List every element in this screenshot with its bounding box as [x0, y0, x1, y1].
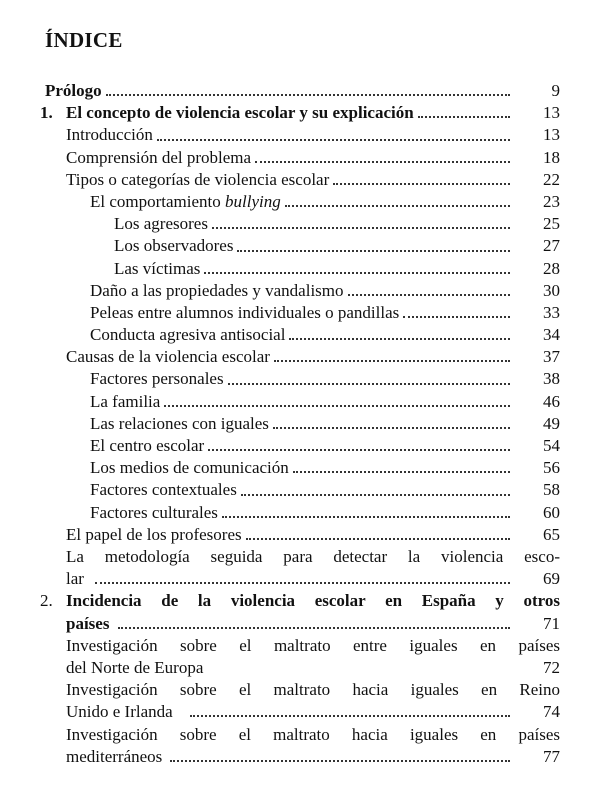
toc-entry-norte-europa[interactable]	[0, 635, 600, 679]
toc-entry-page: 49	[543, 413, 560, 433]
chapter-number: 2.	[40, 591, 53, 611]
dot-leader	[274, 360, 510, 362]
toc-entry-title: Factores contextuales	[90, 479, 239, 501]
dot-leader	[418, 116, 510, 118]
toc-entry-title: Peleas entre alumnos individuales o pandillas	[90, 302, 401, 324]
dot-leader	[95, 582, 510, 584]
toc-entry-title-line2: mediterráneos	[66, 746, 164, 768]
toc-entry-title	[90, 191, 283, 213]
toc-entry-page: 30	[543, 280, 560, 300]
toc-entry-page: 9	[551, 81, 560, 100]
toc-entry-peleas[interactable]	[0, 302, 600, 324]
toc-entry-title: Comprensión del problema	[66, 147, 253, 169]
toc-entry-title: Las víctimas	[114, 258, 202, 280]
dot-leader	[237, 250, 510, 252]
dot-leader	[289, 338, 510, 340]
toc-entry-title-line1: Investigación sobre el maltrato hacia iguales en Reino	[66, 680, 560, 700]
toc-entry-title: Las relaciones con iguales	[90, 413, 271, 435]
toc-entry-title-prefix: El comportamiento	[90, 191, 226, 211]
toc-entry-reino-unido[interactable]	[0, 679, 600, 723]
toc-entry-page: 37	[543, 347, 560, 367]
toc-entry-title: Prólogo	[45, 80, 104, 102]
toc-entry-cap1[interactable]	[0, 102, 600, 124]
toc-entry-conducta[interactable]	[0, 324, 600, 346]
dot-leader	[255, 161, 510, 163]
toc-entry-observadores[interactable]	[0, 235, 600, 257]
toc-entry-cap2[interactable]	[0, 590, 600, 634]
toc-entry-page: 74	[543, 702, 560, 722]
dot-leader	[333, 183, 510, 185]
toc-entry-title: Daño a las propiedades y vandalismo	[90, 280, 346, 302]
toc-entry-title: El centro escolar	[90, 435, 206, 457]
toc-entry-page: 25	[543, 214, 560, 234]
toc-entry-title: Los observadores	[114, 235, 235, 257]
dot-leader	[241, 494, 510, 496]
toc-entry-title-line2: lar	[66, 568, 86, 590]
dot-leader	[204, 272, 510, 274]
toc-entry-title: El papel de los profesores	[66, 524, 244, 546]
toc-entry-page: 69	[543, 569, 560, 589]
toc-entry-factores-personales[interactable]	[0, 368, 600, 390]
dot-leader	[190, 715, 510, 717]
dot-leader	[246, 538, 510, 540]
dot-leader	[228, 383, 510, 385]
table-of-contents	[0, 80, 600, 768]
toc-entry-title: Tipos o categorías de violencia escolar	[66, 169, 331, 191]
toc-entry-centro[interactable]	[0, 435, 600, 457]
toc-entry-title: Introducción	[66, 124, 155, 146]
toc-entry-page: 54	[543, 436, 560, 455]
toc-entry-page: 65	[543, 524, 560, 544]
toc-entries	[0, 80, 600, 546]
toc-entry-relaciones[interactable]	[0, 413, 600, 435]
toc-entry-page: 13	[543, 103, 560, 123]
toc-entry-bullying[interactable]	[0, 191, 600, 213]
toc-entry-title-line2: Unido e Irlanda	[66, 701, 175, 723]
toc-entry-tipos[interactable]	[0, 169, 600, 191]
toc-entry-title-line2: países	[66, 613, 111, 635]
toc-entry-title-line1: Investigación sobre el maltrato hacia iguales en países	[66, 724, 560, 744]
toc-entry-comprension[interactable]	[0, 147, 600, 169]
toc-entry-page: 13	[543, 125, 560, 145]
toc-entry-metodologia[interactable]	[0, 546, 600, 590]
toc-entry-page: 22	[543, 169, 560, 189]
toc-entry-title-line1: Incidencia de la violencia escolar en España y otros	[66, 591, 560, 611]
toc-entry-victimas[interactable]	[0, 258, 600, 280]
dot-leader	[273, 427, 510, 429]
toc-entry-profesores[interactable]	[0, 524, 600, 546]
toc-entry-prologo[interactable]	[0, 80, 600, 102]
toc-entry-agresores[interactable]	[0, 213, 600, 235]
dot-leader	[222, 516, 510, 518]
toc-entry-title-italic: bullying	[225, 191, 281, 211]
toc-entry-page: 34	[543, 325, 560, 345]
toc-entry-causas[interactable]	[0, 346, 600, 368]
toc-entry-title: Los medios de comunicación	[90, 457, 291, 479]
toc-entry-title-line2: del Norte de Europa	[66, 657, 205, 679]
toc-entry-culturales[interactable]	[0, 502, 600, 524]
toc-entry-page: 38	[543, 369, 560, 389]
dot-leader	[170, 760, 510, 762]
toc-entry-page: 33	[543, 302, 560, 322]
toc-entry-title: Los agresores	[114, 213, 210, 235]
toc-entry-title: El concepto de violencia escolar y su explicación	[66, 102, 416, 124]
toc-entry-page: 58	[543, 480, 560, 500]
toc-entry-page: 71	[543, 613, 560, 633]
dot-leader	[164, 405, 510, 407]
toc-entry-title-line1: Investigación sobre el maltrato entre iguales en países	[66, 635, 560, 655]
dot-leader	[212, 227, 510, 229]
toc-entry-introduccion[interactable]	[0, 124, 600, 146]
index-heading: ÍNDICE	[45, 28, 123, 52]
dot-leader	[157, 139, 510, 141]
toc-entry-page: 72	[543, 657, 560, 677]
dot-leader	[106, 94, 510, 96]
toc-entry-page: 77	[543, 746, 560, 766]
toc-entry-page: 23	[543, 191, 560, 211]
dot-leader	[348, 294, 510, 296]
dot-leader	[293, 471, 510, 473]
toc-entry-dano[interactable]	[0, 280, 600, 302]
dot-leader	[118, 627, 510, 629]
toc-entry-title: Causas de la violencia escolar	[66, 346, 272, 368]
toc-entry-title: Factores personales	[90, 368, 226, 390]
toc-entry-title: La familia	[90, 391, 162, 413]
toc-entry-medios[interactable]	[0, 457, 600, 479]
toc-entry-page: 46	[543, 391, 560, 411]
toc-entry-page: 60	[543, 502, 560, 522]
toc-entry-contextuales[interactable]	[0, 479, 600, 501]
toc-entry-title: Conducta agresiva antisocial	[90, 324, 287, 346]
toc-entry-page: 28	[543, 258, 560, 278]
toc-entry-familia[interactable]	[0, 391, 600, 413]
toc-entry-mediterraneos[interactable]	[0, 724, 600, 768]
toc-entry-title-line1: La metodología seguida para detectar la violencia esco-	[66, 546, 560, 566]
toc-entry-page: 27	[543, 236, 560, 256]
chapter-number: 1.	[40, 103, 53, 123]
dot-leader	[208, 449, 510, 451]
toc-entry-page: 18	[543, 147, 560, 167]
toc-entry-page: 56	[543, 458, 560, 478]
dot-leader	[403, 316, 510, 318]
dot-leader	[285, 205, 510, 207]
toc-entry-title: Factores culturales	[90, 502, 220, 524]
